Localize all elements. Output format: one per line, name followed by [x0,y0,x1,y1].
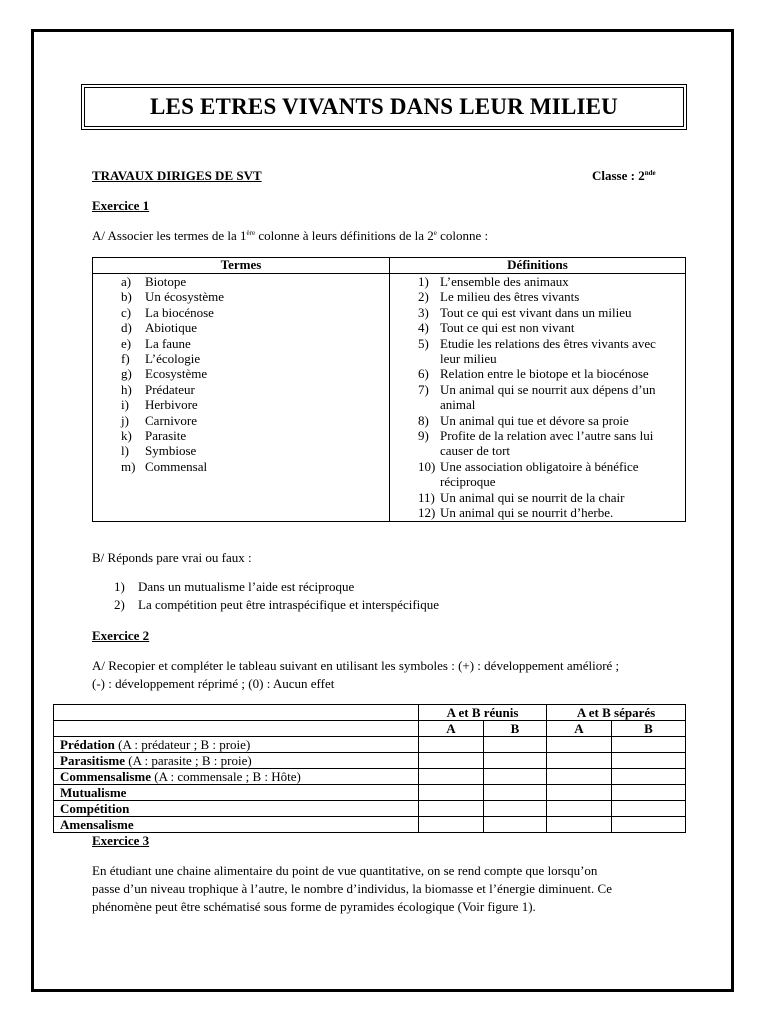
definition-item-text: Un animal qui tue et dévore sa proie [440,412,629,428]
term-item-label: k) [121,428,132,444]
interaction-name: Parasitisme [60,752,125,768]
answer-cell[interactable] [419,817,484,833]
answer-cell[interactable] [612,785,686,801]
answer-cell[interactable] [484,769,547,785]
term-item-text: Parasite [145,428,187,444]
exercise-2-instruction-line1: A/ Recopier et compléter le tableau suivant en utilisant les symboles : (+) : développement amélioré ; [92,658,620,673]
empty-subheader-cell [54,721,419,737]
answer-cell[interactable] [419,737,484,753]
definition-item-text: L’ensemble des animaux [440,274,569,289]
answer-cell[interactable] [419,753,484,769]
definition-item [390,413,685,428]
term-item-text: La faune [145,335,191,351]
interaction-row [54,753,686,769]
term-item-text: Carnivore [145,412,197,428]
col-a-together: A [419,721,484,737]
terms-list [93,274,389,474]
term-item-label: c) [121,304,132,320]
true-false-item-text: La compétition peut être intraspécifique et interspécifique [138,596,440,612]
term-item-text: Herbivore [145,397,198,413]
course-label: TRAVAUX DIRIGES DE SVT [92,168,262,183]
definitions-header: Définitions [390,258,686,274]
term-item-text: Prédateur [145,381,195,397]
definition-item [390,505,685,520]
definition-item [390,305,685,320]
exercise-2-title: Exercice 2 [92,628,150,643]
col-b-separated: B [612,721,686,737]
definition-item-text: Un animal qui se nourrit aux dépens d’un animal [440,381,656,413]
interaction-row [54,785,686,801]
true-false-item [92,578,439,596]
term-item-label: e) [121,335,132,351]
term-item [93,413,389,428]
definition-item-label: 12) [418,505,436,521]
definition-item-text: Tout ce qui est non vivant [440,320,575,336]
term-item-text: Abiotique [145,320,197,336]
terms-header: Termes [93,258,390,274]
interaction-name: Compétition [60,800,130,816]
page-title: LES ETRES VIVANTS DANS LEUR MILIEU [149,94,618,119]
answer-cell[interactable] [419,769,484,785]
terms-cell [93,274,390,522]
definition-item-text: Un animal qui se nourrit de la chair [440,489,625,505]
interaction-row [54,769,686,785]
true-false-item-label: 2) [114,596,125,612]
true-false-item-label: 1) [114,579,125,594]
term-item-label: a) [121,274,132,289]
definition-item [390,320,685,335]
empty-corner-cell [54,705,419,721]
class-label: Classe : 2nde [592,168,656,183]
definition-item-label: 6) [418,366,429,382]
term-item [93,428,389,443]
interaction-name: Amensalisme [60,816,134,832]
answer-cell[interactable] [547,801,612,817]
answer-cell[interactable] [612,753,686,769]
term-item [93,443,389,458]
interaction-label [54,801,419,817]
interaction-label [54,769,419,785]
interaction-label [54,737,419,753]
definition-item-label: 1) [418,274,429,289]
col-b-together: B [484,721,547,737]
term-item [93,274,389,289]
answer-cell[interactable] [484,785,547,801]
definition-item [390,366,685,381]
term-item-label: b) [121,289,132,305]
exercise-3-line-3: phénomène peut être schématisé sous forme de pyramides écologique (Voir figure 1). [92,899,536,914]
answer-cell[interactable] [612,817,686,833]
definition-item-text: Un animal qui se nourrit d’herbe. [440,505,614,521]
true-false-item [92,596,439,614]
term-item-text: Un écosystème [145,289,225,305]
term-item [93,320,389,335]
col-a-separated: A [547,721,612,737]
definition-item [390,336,685,367]
definition-item [390,382,685,413]
term-item [93,382,389,397]
term-item [93,459,389,474]
term-item-text: La biocénose [145,304,214,320]
answer-cell[interactable] [547,785,612,801]
term-item [93,397,389,412]
answer-cell[interactable] [547,817,612,833]
definition-item-label: 3) [418,304,429,320]
answer-cell[interactable] [484,737,547,753]
exercise-1-instruction: A/ Associer les termes de la 1ère colonne à leurs définitions de la 2e colonne : [92,228,489,243]
true-false-item-text: Dans un mutualisme l’aide est réciproque [138,579,355,594]
answer-cell[interactable] [484,801,547,817]
interaction-row [54,801,686,817]
interaction-row [54,817,686,833]
term-item-label: g) [121,366,132,382]
answer-cell[interactable] [547,737,612,753]
definition-item [390,289,685,304]
definition-item-label: 8) [418,412,429,428]
part-b-intro: B/ Réponds pare vrai ou faux : [92,550,252,565]
exercise-2-instruction-line2: (-) : développement réprimé ; (0) : Aucun effet [92,676,335,691]
definition-item [390,428,685,459]
interaction-row [54,737,686,753]
definition-item-text: Profite de la relation avec l’autre sans lui causer de tort [440,428,654,459]
interaction-detail: (A : prédateur ; B : proie) [114,736,251,752]
definition-item-text: Relation entre le biotope et la biocénose [440,366,649,382]
term-item-text: L’écologie [145,351,201,367]
answer-cell[interactable] [547,769,612,785]
term-item-label: d) [121,320,132,336]
definition-item-label: 9) [418,428,429,444]
answer-cell[interactable] [484,817,547,833]
term-item-text: Ecosystème [145,366,208,382]
interaction-name: Mutualisme [60,784,127,800]
interaction-name: Prédation [60,736,115,752]
interaction-name: Commensalisme [60,768,151,784]
exercise-3-line-1: En étudiant une chaine alimentaire du point de vue quantitative, on se rend compte que lorsqu’on [92,863,598,878]
term-item-label: m) [121,458,136,474]
exercise-3-line-2: passe d’un niveau trophique à l’autre, le nombre d’individus, la biomasse et l’énergie diminuent. Ce [92,881,612,896]
term-item [93,366,389,381]
answer-cell[interactable] [612,801,686,817]
definition-item-label: 2) [418,289,429,305]
definition-item [390,274,685,289]
definition-item-label: 11) [418,489,435,505]
interaction-label [54,817,419,833]
group-header-together: A et B réunis [419,705,547,721]
term-item-label: f) [121,351,130,367]
definition-item [390,459,685,490]
term-item-label: i) [121,397,129,413]
matching-table [92,257,686,522]
definition-item-label: 10) [418,458,436,474]
definition-item [390,490,685,505]
term-item-label: l) [121,443,129,459]
definition-item-label: 7) [418,381,429,397]
group-header-separated: A et B séparés [547,705,686,721]
term-item-text: Symbiose [145,443,197,459]
definitions-list [390,274,685,521]
answer-cell[interactable] [419,785,484,801]
title-box [81,84,687,130]
term-item-text: Commensal [145,458,208,474]
definitions-cell [390,274,686,522]
term-item-text: Biotope [145,274,187,289]
answer-cell[interactable] [547,753,612,769]
definition-item-text: Le milieu des êtres vivants [440,289,580,305]
interaction-detail: (A : parasite ; B : proie) [124,752,252,768]
definition-item-text: Tout ce qui est vivant dans un milieu [440,304,632,320]
interaction-label [54,785,419,801]
term-item [93,305,389,320]
answer-cell[interactable] [612,737,686,753]
term-item [93,289,389,304]
definition-item-text: Une association obligatoire à bénéfice réciproque [440,458,639,490]
definition-item-label: 5) [418,335,429,351]
term-item-label: h) [121,381,132,397]
exercise-3-title: Exercice 3 [92,833,150,848]
definition-item-label: 4) [418,320,429,336]
true-false-list [92,578,439,613]
term-item-label: j) [121,412,129,428]
interactions-table [53,704,686,833]
interaction-label [54,753,419,769]
exercise-1-title: Exercice 1 [92,198,150,213]
term-item [93,336,389,351]
answer-cell[interactable] [612,769,686,785]
interaction-detail: (A : commensale ; B : Hôte) [151,768,301,784]
term-item [93,351,389,366]
answer-cell[interactable] [484,753,547,769]
definition-item-text: Etudie les relations des êtres vivants avec leur milieu [440,335,656,367]
answer-cell[interactable] [419,801,484,817]
